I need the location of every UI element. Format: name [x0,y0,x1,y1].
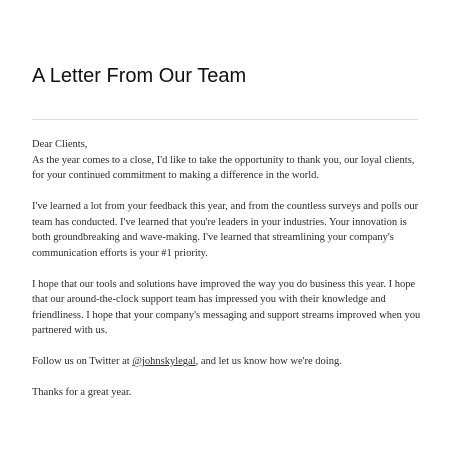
page-title: A Letter From Our Team [32,65,247,87]
closing-paragraph: Thanks for a great year. [32,387,132,398]
greeting-line: Dear Clients, [32,139,88,150]
paragraph-line: I've learned a lot from your feedback this year, and from the countless surveys and polls our [32,201,419,212]
feedback-paragraph [32,199,432,261]
follow-paragraph [32,354,432,370]
hope-paragraph [32,277,432,339]
follow-text-after: , and let us know how we're doing. [195,356,342,367]
paragraph-line: partnered with us. [32,325,108,336]
paragraph-line: for your continued commitment to making a difference in the world. [32,170,320,181]
paragraph-line: friendliness. I hope that your company's messaging and support streams improved when you [32,309,421,321]
paragraph-line: I hope that our tools and solutions have improved the way you do business this year. I hope [32,278,416,290]
paragraph-line: As the year comes to a close, I'd like to take the opportunity to thank you, our loyal clients, [32,154,415,166]
paragraph-line: communication efforts is your #1 priority. [32,247,208,259]
twitter-handle-link[interactable]: @johnskylegal [132,356,196,367]
paragraph-line: that our around-the-clock support team has impressed you with their knowledge and [32,294,386,305]
greeting-paragraph [32,137,432,184]
title-divider [32,119,418,120]
paragraph-line: team has conducted. I've learned that you're leaders in your industries. Your innovation is [32,216,407,228]
paragraph-line: both groundbreaking and wave-making. I've learned that streamlining your company's [32,232,394,243]
follow-text-before: Follow us on Twitter at [32,356,133,367]
letter-body [32,137,432,416]
